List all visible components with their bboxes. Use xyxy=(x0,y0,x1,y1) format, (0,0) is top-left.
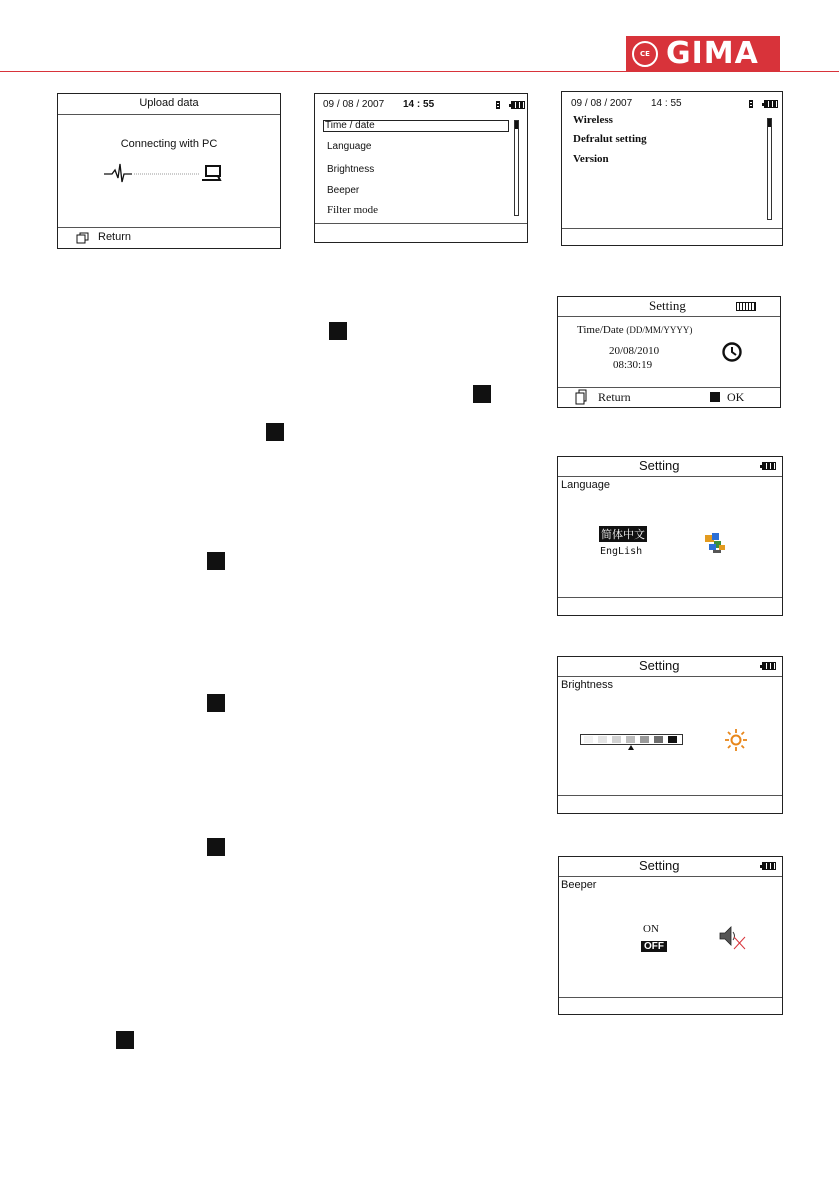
logo-seal-icon: CE xyxy=(632,41,658,67)
setting-title-bar xyxy=(558,297,780,317)
beeper-option-off[interactable]: OFF xyxy=(641,941,667,952)
connecting-message: Connecting with PC xyxy=(120,138,218,150)
time-value[interactable]: 08:30:19 xyxy=(613,359,653,371)
menu-item-brightness[interactable]: Brightness xyxy=(327,164,375,175)
instruction-key-icon xyxy=(116,1031,134,1049)
return-label[interactable]: Return xyxy=(98,231,132,243)
signal-icon xyxy=(748,100,754,108)
brightness-bottom-bar xyxy=(558,795,782,813)
time-date-screen xyxy=(557,296,781,408)
instruction-key-icon xyxy=(207,694,225,712)
battery-icon xyxy=(762,662,776,670)
upload-title: Upload data xyxy=(139,97,199,109)
instruction-key-icon xyxy=(207,838,225,856)
battery-icon xyxy=(736,302,756,311)
scroll-thumb[interactable] xyxy=(768,119,771,127)
status-date: 09 / 08 / 2007 xyxy=(323,99,385,110)
setting-title: Setting xyxy=(639,458,680,473)
return-icon[interactable] xyxy=(575,389,587,405)
menu-scrollbar[interactable] xyxy=(514,120,519,216)
brightness-segment[interactable] xyxy=(667,735,678,744)
brightness-screen xyxy=(557,656,783,814)
instruction-key-icon xyxy=(329,322,347,340)
setting-title: Setting xyxy=(649,298,686,313)
brightness-label: Brightness xyxy=(561,679,613,691)
setting-title-bar xyxy=(558,657,782,677)
clock-icon xyxy=(721,341,743,363)
menu-item-wireless[interactable]: Wireless xyxy=(573,114,613,126)
sun-icon xyxy=(724,728,748,752)
menu-screen-2 xyxy=(561,91,783,246)
brand-name: GIMA xyxy=(666,36,759,71)
menu-item-label: Time / date xyxy=(325,120,375,131)
pc-connection-icon xyxy=(96,162,276,186)
speaker-muted-icon xyxy=(717,925,751,951)
status-date: 09 / 08 / 2007 xyxy=(571,98,633,109)
brightness-level-bar[interactable] xyxy=(580,734,683,745)
scroll-thumb[interactable] xyxy=(515,121,518,129)
return-label[interactable]: Return xyxy=(598,390,631,404)
instruction-key-icon xyxy=(473,385,491,403)
battery-icon xyxy=(511,101,525,109)
status-time: 14 : 55 xyxy=(403,99,435,110)
ok-key-icon xyxy=(710,392,720,402)
language-icon xyxy=(703,531,729,555)
menu-item-time-date[interactable] xyxy=(323,120,509,132)
menu-item-language[interactable]: Language xyxy=(327,141,372,152)
setting-title: Setting xyxy=(639,658,680,673)
time-date-label xyxy=(577,324,692,336)
format-text: (DD/MM/YYYY) xyxy=(626,325,693,335)
menu-scrollbar[interactable] xyxy=(767,118,772,220)
setting-title-bar xyxy=(559,857,782,877)
menu-bottom-bar xyxy=(562,228,782,245)
label-text: Time/Date xyxy=(577,324,624,336)
setting-title-bar xyxy=(558,457,782,477)
menu-screen-1 xyxy=(314,93,528,243)
status-time: 14 : 55 xyxy=(651,98,682,109)
brightness-pointer-icon xyxy=(628,745,634,750)
upload-title-bar xyxy=(58,94,280,115)
upload-bottom-bar xyxy=(58,227,280,248)
signal-icon xyxy=(495,101,501,109)
battery-icon xyxy=(764,100,778,108)
language-bottom-bar xyxy=(558,597,782,615)
language-option-english[interactable]: EngLish xyxy=(600,546,643,557)
brightness-segment[interactable] xyxy=(597,735,608,744)
battery-icon xyxy=(762,862,776,870)
brightness-segment[interactable] xyxy=(653,735,664,744)
beeper-label: Beeper xyxy=(561,879,597,891)
ok-label[interactable]: OK xyxy=(727,390,745,404)
gima-logo xyxy=(626,36,780,72)
instruction-key-icon xyxy=(207,552,225,570)
menu-item-filter-mode[interactable]: Filter mode xyxy=(327,204,379,216)
return-icon[interactable] xyxy=(76,232,90,244)
brightness-segment[interactable] xyxy=(639,735,650,744)
brightness-segment[interactable] xyxy=(625,735,636,744)
time-date-bottom-bar xyxy=(558,387,780,407)
language-screen xyxy=(557,456,783,616)
beeper-option-on[interactable]: ON xyxy=(643,923,659,935)
battery-icon xyxy=(762,462,776,470)
beeper-bottom-bar xyxy=(559,997,782,1014)
language-option-chinese[interactable]: 简体中文 xyxy=(599,526,647,542)
menu-item-beeper[interactable]: Beeper xyxy=(327,185,360,196)
beeper-screen xyxy=(558,856,783,1015)
menu-item-version[interactable]: Version xyxy=(573,153,609,165)
menu-item-default-setting[interactable]: Defralut setting xyxy=(573,133,647,145)
date-value[interactable]: 20/08/2010 xyxy=(609,345,660,357)
brightness-segment[interactable] xyxy=(583,735,594,744)
language-label: Language xyxy=(561,479,610,491)
menu-bottom-bar xyxy=(315,223,527,242)
instruction-key-icon xyxy=(266,423,284,441)
upload-data-screen xyxy=(57,93,281,249)
setting-title: Setting xyxy=(639,858,680,873)
brightness-segment[interactable] xyxy=(611,735,622,744)
